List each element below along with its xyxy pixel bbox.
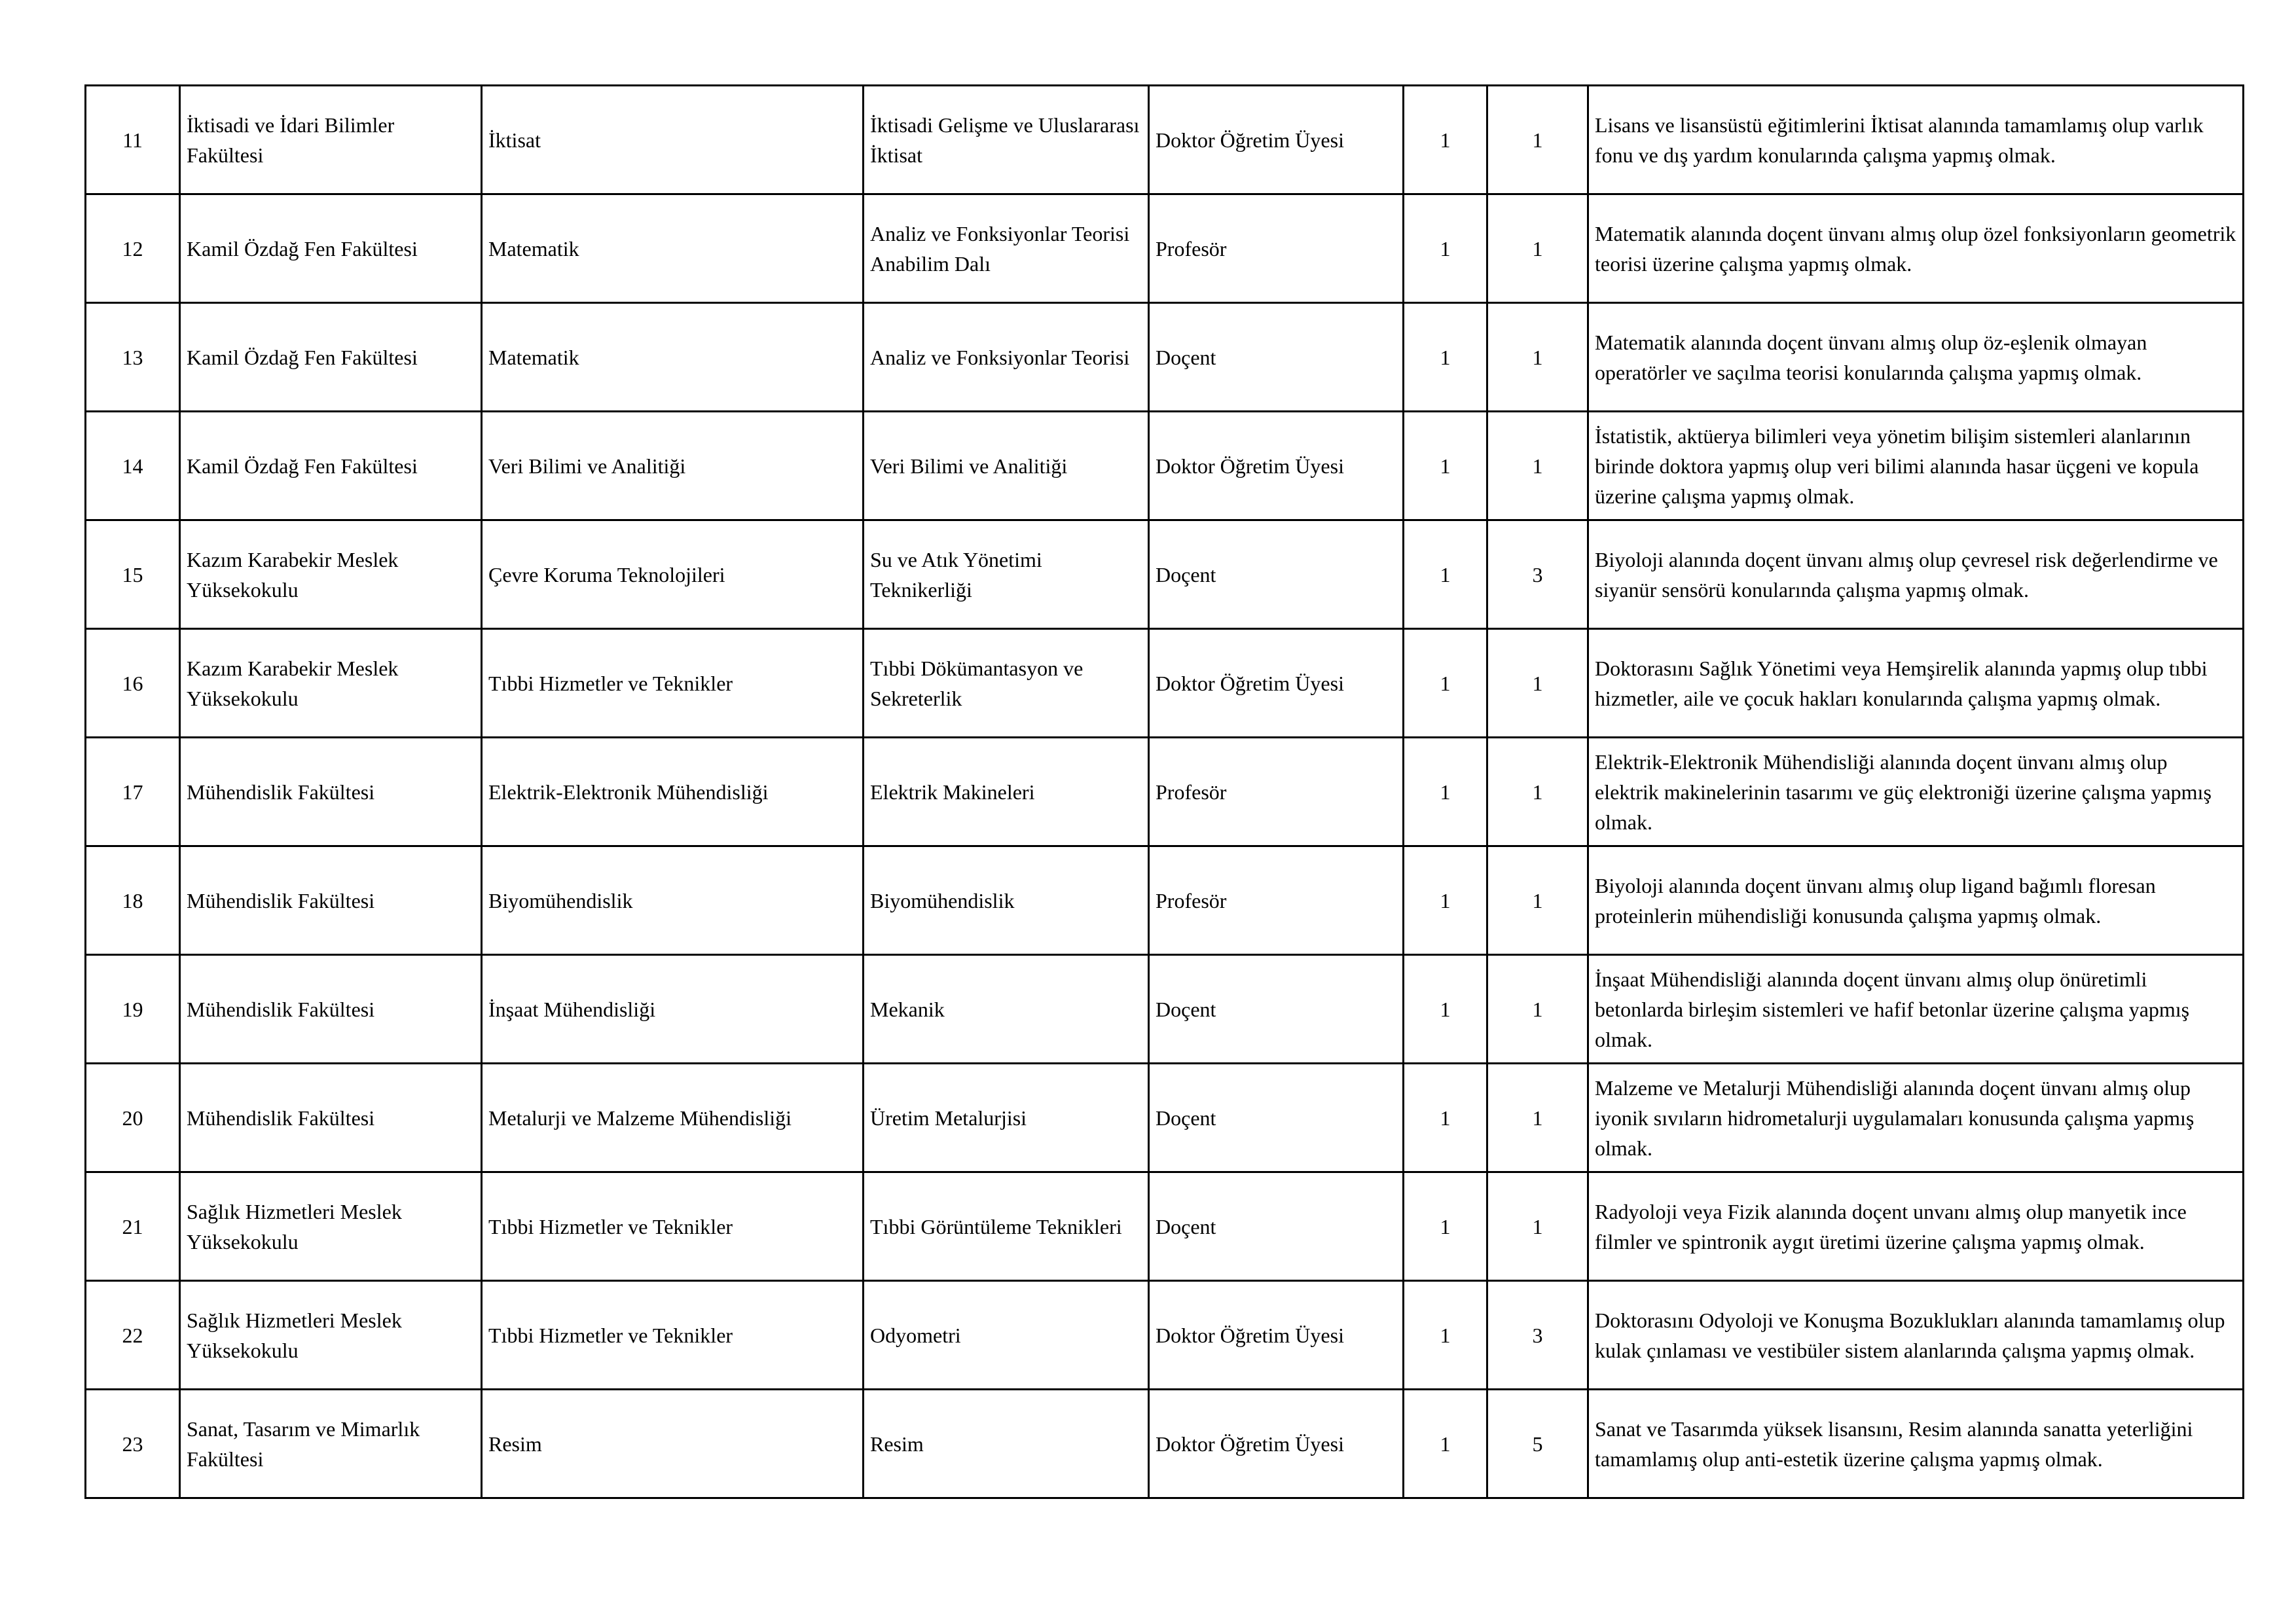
academic-title-cell: Doktor Öğretim Üyesi xyxy=(1149,412,1404,520)
faculty-cell: Sağlık Hizmetleri Meslek Yüksekokulu xyxy=(180,1172,482,1281)
discipline-cell: Elektrik Makineleri xyxy=(864,738,1149,846)
faculty-cell: Mühendislik Fakültesi xyxy=(180,846,482,955)
department-cell: İktisat xyxy=(482,86,864,194)
requirement-cell: Radyoloji veya Fizik alanında doçent unvanı almış olup manyetik ince filmler ve spintronik aygıt üretimi üzerine çalışma yapmış olmak. xyxy=(1588,1172,2244,1281)
row-number-cell: 15 xyxy=(86,520,180,629)
row-number-cell: 21 xyxy=(86,1172,180,1281)
count-cell: 1 xyxy=(1404,1172,1487,1281)
requirement-cell: Sanat ve Tasarımda yüksek lisansını, Resim alanında sanatta yeterliğini tamamlamış olup anti-estetik üzerine çalışma yapmış olmak. xyxy=(1588,1390,2244,1498)
count-cell: 1 xyxy=(1487,86,1588,194)
row-number-cell: 16 xyxy=(86,629,180,738)
discipline-cell: Odyometri xyxy=(864,1281,1149,1390)
discipline-cell: Üretim Metalurjisi xyxy=(864,1064,1149,1172)
requirement-cell: Lisans ve lisansüstü eğitimlerini İktisat alanında tamamlamış olup varlık fonu ve dış yardım konularında çalışma yapmış olmak. xyxy=(1588,86,2244,194)
faculty-cell: İktisadi ve İdari Bilimler Fakültesi xyxy=(180,86,482,194)
count-cell: 1 xyxy=(1487,412,1588,520)
requirement-cell: Biyoloji alanında doçent ünvanı almış olup çevresel risk değerlendirme ve siyanür sensörü konularında çalışma yapmış olmak. xyxy=(1588,520,2244,629)
faculty-cell: Kamil Özdağ Fen Fakültesi xyxy=(180,412,482,520)
faculty-cell: Sağlık Hizmetleri Meslek Yüksekokulu xyxy=(180,1281,482,1390)
department-cell: Biyomühendislik xyxy=(482,846,864,955)
staff-positions-table xyxy=(84,84,2244,1499)
discipline-cell: Resim xyxy=(864,1390,1149,1498)
faculty-cell: Mühendislik Fakültesi xyxy=(180,738,482,846)
academic-title-cell: Doçent xyxy=(1149,955,1404,1064)
row-number-cell: 22 xyxy=(86,1281,180,1390)
count-cell: 5 xyxy=(1487,1390,1588,1498)
discipline-cell: İktisadi Gelişme ve Uluslararası İktisat xyxy=(864,86,1149,194)
count-cell: 1 xyxy=(1487,629,1588,738)
row-number-cell: 17 xyxy=(86,738,180,846)
academic-title-cell: Profesör xyxy=(1149,738,1404,846)
academic-title-cell: Doçent xyxy=(1149,1172,1404,1281)
count-cell: 1 xyxy=(1487,1172,1588,1281)
row-number-cell: 18 xyxy=(86,846,180,955)
count-cell: 1 xyxy=(1404,1390,1487,1498)
department-cell: Resim xyxy=(482,1390,864,1498)
faculty-cell: Kazım Karabekir Meslek Yüksekokulu xyxy=(180,629,482,738)
academic-title-cell: Profesör xyxy=(1149,194,1404,303)
count-cell: 1 xyxy=(1404,194,1487,303)
row-number-cell: 12 xyxy=(86,194,180,303)
count-cell: 1 xyxy=(1487,955,1588,1064)
table-row xyxy=(86,955,2244,1064)
count-cell: 3 xyxy=(1487,520,1588,629)
row-number-cell: 13 xyxy=(86,303,180,412)
academic-title-cell: Doktor Öğretim Üyesi xyxy=(1149,629,1404,738)
table-row xyxy=(86,1064,2244,1172)
department-cell: Matematik xyxy=(482,194,864,303)
table-row xyxy=(86,303,2244,412)
table-row xyxy=(86,1390,2244,1498)
department-cell: Tıbbi Hizmetler ve Teknikler xyxy=(482,1172,864,1281)
row-number-cell: 11 xyxy=(86,86,180,194)
count-cell: 1 xyxy=(1404,846,1487,955)
department-cell: Çevre Koruma Teknolojileri xyxy=(482,520,864,629)
discipline-cell: Analiz ve Fonksiyonlar Teorisi xyxy=(864,303,1149,412)
table-row xyxy=(86,194,2244,303)
requirement-cell: Elektrik-Elektronik Mühendisliği alanında doçent ünvanı almış olup elektrik makinelerinin tasarımı ve güç elektroniği üzerine çalışma yapmış olmak. xyxy=(1588,738,2244,846)
count-cell: 1 xyxy=(1487,738,1588,846)
count-cell: 1 xyxy=(1487,1064,1588,1172)
discipline-cell: Tıbbi Dökümantasyon ve Sekreterlik xyxy=(864,629,1149,738)
academic-title-cell: Doçent xyxy=(1149,303,1404,412)
table-body xyxy=(86,86,2244,1498)
department-cell: İnşaat Mühendisliği xyxy=(482,955,864,1064)
requirement-cell: Matematik alanında doçent ünvanı almış olup öz-eşlenik olmayan operatörler ve saçılma teorisi konularında çalışma yapmış olmak. xyxy=(1588,303,2244,412)
table-row xyxy=(86,1172,2244,1281)
academic-title-cell: Profesör xyxy=(1149,846,1404,955)
count-cell: 1 xyxy=(1404,1064,1487,1172)
count-cell: 1 xyxy=(1487,194,1588,303)
academic-title-cell: Doktor Öğretim Üyesi xyxy=(1149,86,1404,194)
department-cell: Elektrik-Elektronik Mühendisliği xyxy=(482,738,864,846)
count-cell: 1 xyxy=(1487,303,1588,412)
count-cell: 1 xyxy=(1404,738,1487,846)
faculty-cell: Sanat, Tasarım ve Mimarlık Fakültesi xyxy=(180,1390,482,1498)
requirement-cell: İstatistik, aktüerya bilimleri veya yönetim bilişim sistemleri alanlarının birinde doktora yapmış olup veri bilimi alanında hasar üçgeni ve kopula üzerine çalışma yapmış olmak. xyxy=(1588,412,2244,520)
row-number-cell: 20 xyxy=(86,1064,180,1172)
discipline-cell: Biyomühendislik xyxy=(864,846,1149,955)
department-cell: Tıbbi Hizmetler ve Teknikler xyxy=(482,629,864,738)
requirement-cell: Doktorasını Odyoloji ve Konuşma Bozuklukları alanında tamamlamış olup kulak çınlaması ve vestibüler sistem alanlarında çalışma yapmış olmak. xyxy=(1588,1281,2244,1390)
faculty-cell: Mühendislik Fakültesi xyxy=(180,1064,482,1172)
department-cell: Metalurji ve Malzeme Mühendisliği xyxy=(482,1064,864,1172)
discipline-cell: Analiz ve Fonksiyonlar Teorisi Anabilim Dalı xyxy=(864,194,1149,303)
academic-title-cell: Doçent xyxy=(1149,520,1404,629)
row-number-cell: 19 xyxy=(86,955,180,1064)
table-row xyxy=(86,520,2244,629)
department-cell: Matematik xyxy=(482,303,864,412)
count-cell: 1 xyxy=(1404,303,1487,412)
discipline-cell: Su ve Atık Yönetimi Teknikerliği xyxy=(864,520,1149,629)
table-row xyxy=(86,1281,2244,1390)
count-cell: 3 xyxy=(1487,1281,1588,1390)
count-cell: 1 xyxy=(1404,520,1487,629)
requirement-cell: İnşaat Mühendisliği alanında doçent ünvanı almış olup önüretimli betonlarda birleşim sistemleri ve hafif betonlar üzerine çalışma yapmış olmak. xyxy=(1588,955,2244,1064)
table-row xyxy=(86,629,2244,738)
count-cell: 1 xyxy=(1404,1281,1487,1390)
row-number-cell: 23 xyxy=(86,1390,180,1498)
table-row xyxy=(86,412,2244,520)
faculty-cell: Mühendislik Fakültesi xyxy=(180,955,482,1064)
requirement-cell: Malzeme ve Metalurji Mühendisliği alanında doçent ünvanı almış olup iyonik sıvıların hidrometalurji uygulamaları konusunda çalışma yapmış olmak. xyxy=(1588,1064,2244,1172)
requirement-cell: Biyoloji alanında doçent ünvanı almış olup ligand bağımlı floresan proteinlerin mühendisliği konusunda çalışma yapmış olmak. xyxy=(1588,846,2244,955)
table-row xyxy=(86,738,2244,846)
academic-title-cell: Doçent xyxy=(1149,1064,1404,1172)
academic-title-cell: Doktor Öğretim Üyesi xyxy=(1149,1281,1404,1390)
discipline-cell: Tıbbi Görüntüleme Teknikleri xyxy=(864,1172,1149,1281)
count-cell: 1 xyxy=(1404,955,1487,1064)
faculty-cell: Kamil Özdağ Fen Fakültesi xyxy=(180,303,482,412)
academic-title-cell: Doktor Öğretim Üyesi xyxy=(1149,1390,1404,1498)
department-cell: Veri Bilimi ve Analitiği xyxy=(482,412,864,520)
department-cell: Tıbbi Hizmetler ve Teknikler xyxy=(482,1281,864,1390)
row-number-cell: 14 xyxy=(86,412,180,520)
table-row xyxy=(86,846,2244,955)
count-cell: 1 xyxy=(1404,412,1487,520)
faculty-cell: Kamil Özdağ Fen Fakültesi xyxy=(180,194,482,303)
requirement-cell: Doktorasını Sağlık Yönetimi veya Hemşirelik alanında yapmış olup tıbbi hizmetler, aile ve çocuk hakları konularında çalışma yapmış olmak. xyxy=(1588,629,2244,738)
count-cell: 1 xyxy=(1404,86,1487,194)
discipline-cell: Mekanik xyxy=(864,955,1149,1064)
count-cell: 1 xyxy=(1404,629,1487,738)
count-cell: 1 xyxy=(1487,846,1588,955)
requirement-cell: Matematik alanında doçent ünvanı almış olup özel fonksiyonların geometrik teorisi üzerine çalışma yapmış olmak. xyxy=(1588,194,2244,303)
discipline-cell: Veri Bilimi ve Analitiği xyxy=(864,412,1149,520)
table-row xyxy=(86,86,2244,194)
faculty-cell: Kazım Karabekir Meslek Yüksekokulu xyxy=(180,520,482,629)
